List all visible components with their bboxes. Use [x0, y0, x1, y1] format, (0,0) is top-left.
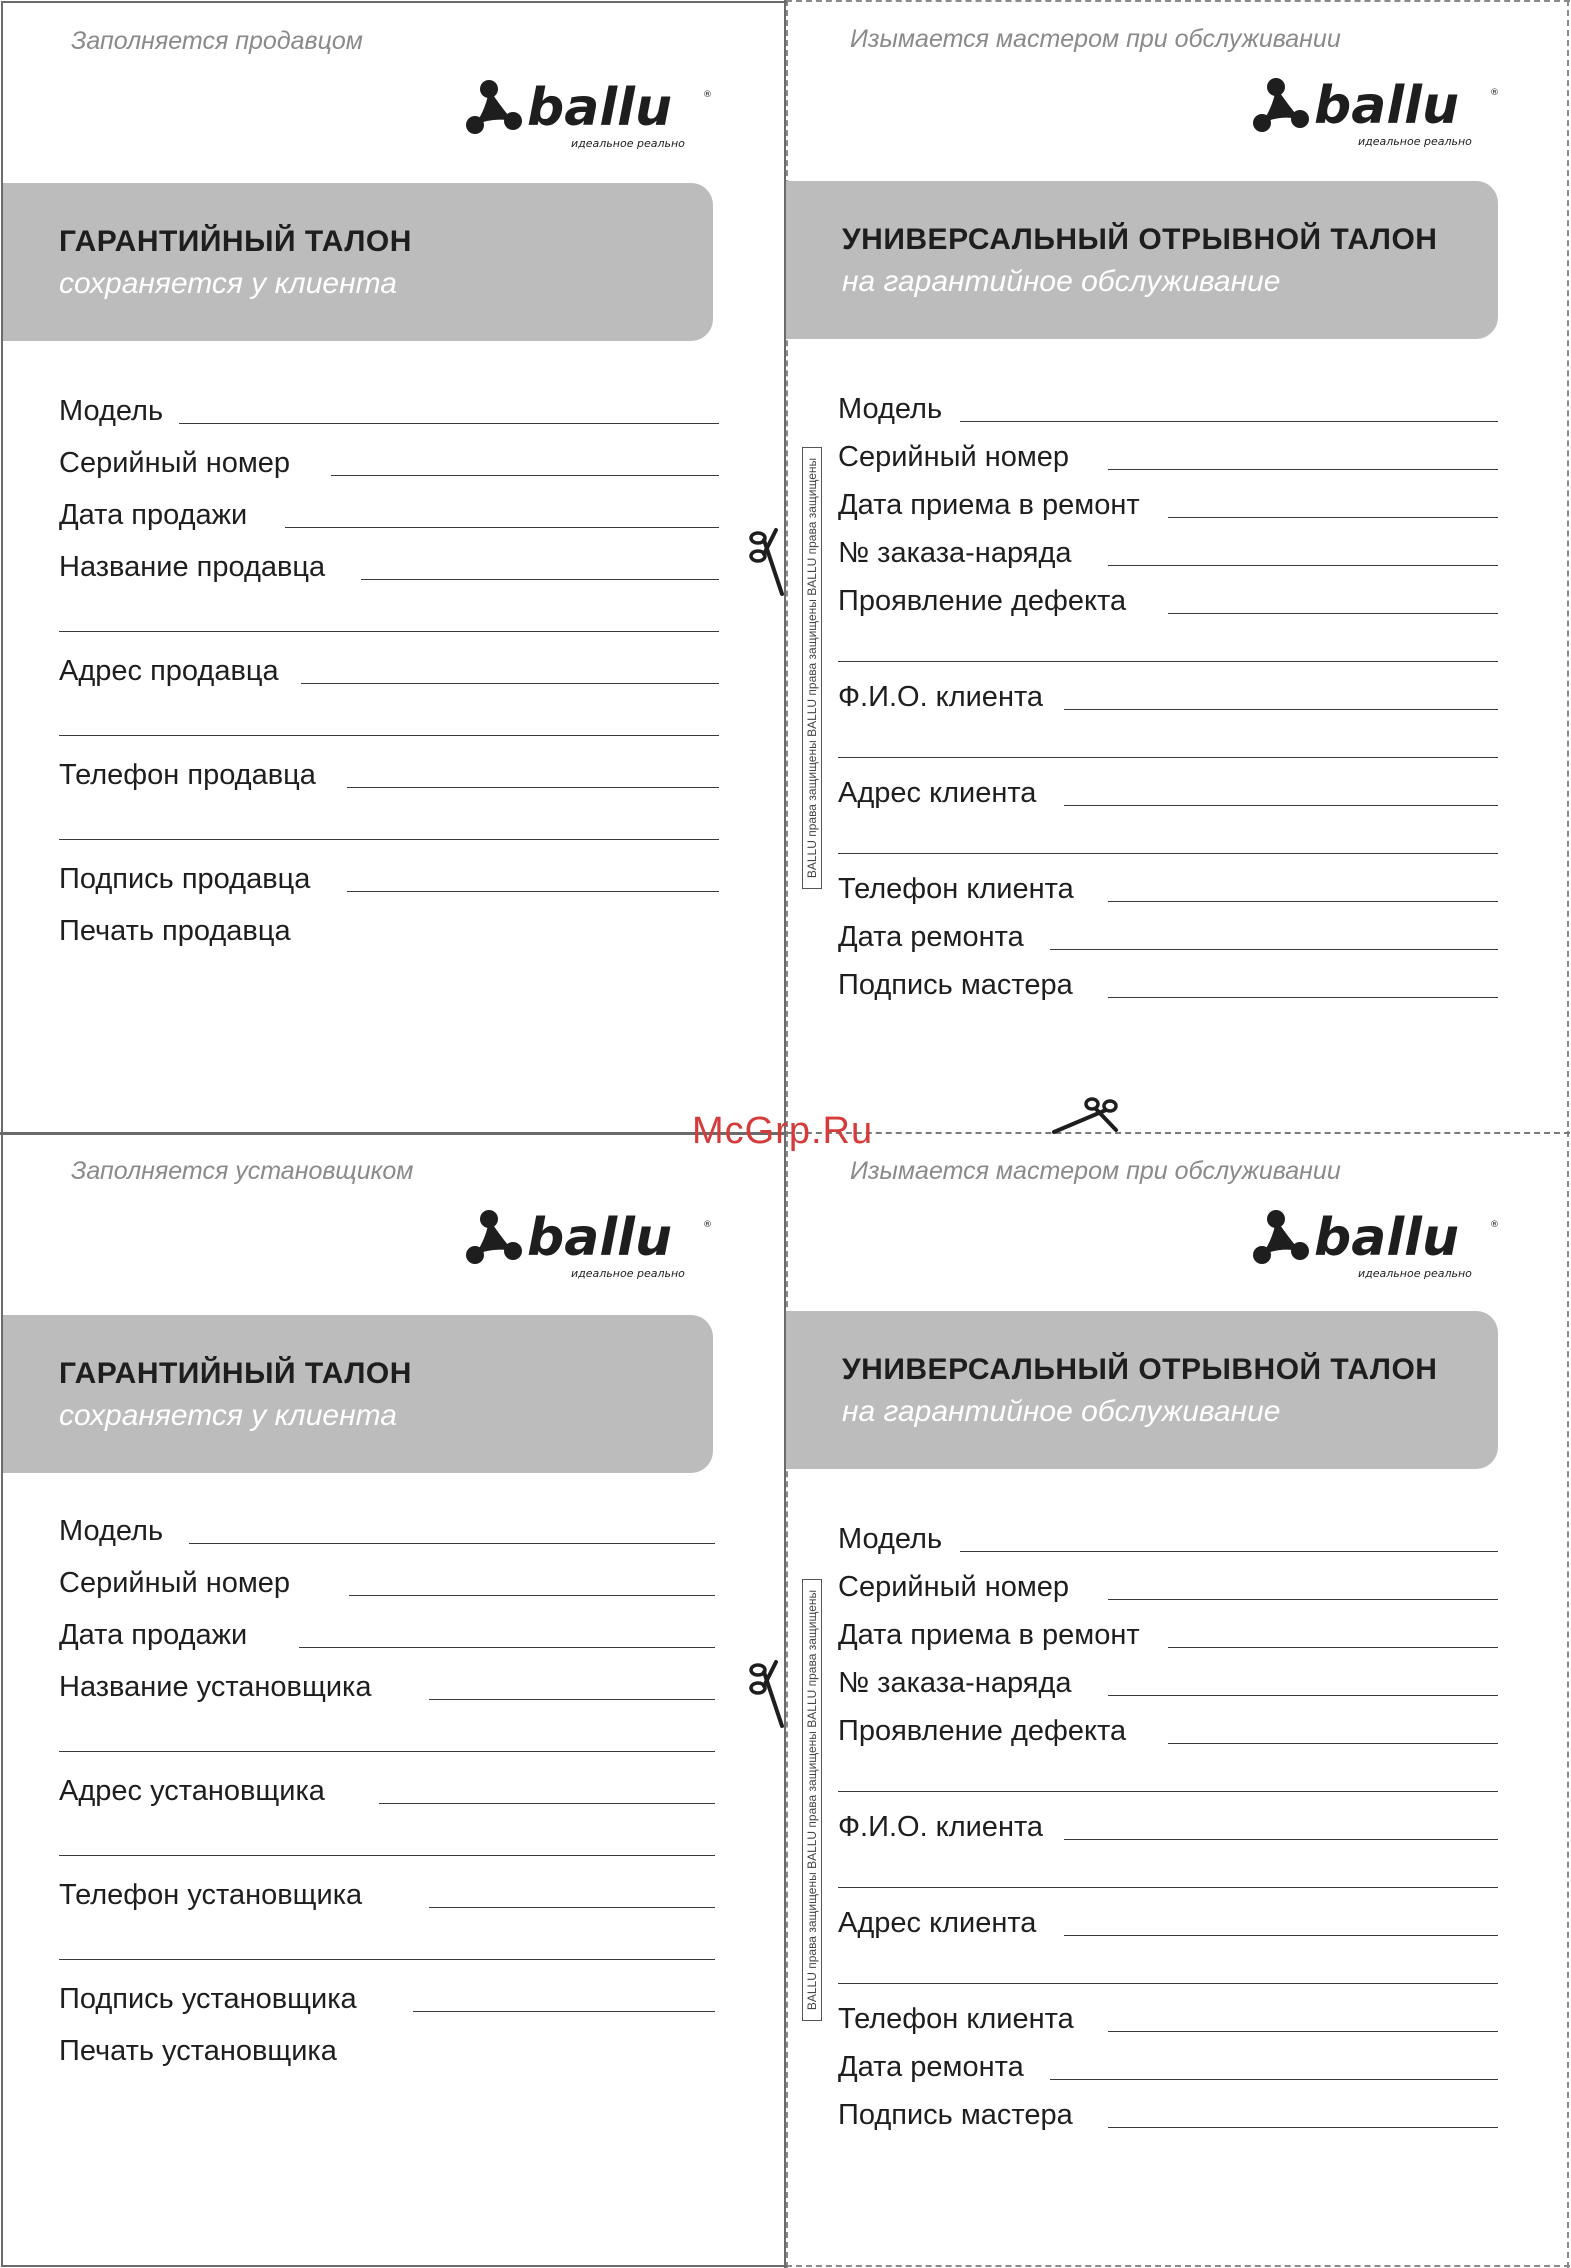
card-note: Изымается мастером при обслуживании [850, 25, 1341, 53]
field-repair-date: Дата ремонта [838, 921, 1024, 953]
field-sale-date: Дата продажи [59, 499, 248, 531]
field-installer-address-line[interactable] [379, 1803, 715, 1804]
field-master-signature: Подпись мастера [838, 969, 1073, 1001]
field-seller-name: Название продавца [59, 551, 326, 583]
field-installer-phone: Телефон установщика [59, 1879, 363, 1911]
field-master-signature-line[interactable] [1108, 997, 1498, 998]
field-seller-address-line-2[interactable] [59, 735, 719, 736]
field-serial: Серийный номер [838, 441, 1070, 473]
card-title: ГАРАНТИЙНЫЙ ТАЛОН [59, 1357, 412, 1390]
field-serial: Серийный номер [838, 1571, 1070, 1603]
scissors-icon [748, 528, 788, 598]
svg-text:идеальное реально: идеальное реально [1358, 1267, 1472, 1280]
field-installer-name-line[interactable] [429, 1699, 715, 1700]
field-seller-signature: Подпись продавца [59, 863, 311, 895]
field-model-line[interactable] [189, 1543, 715, 1544]
field-defect-line[interactable] [1168, 613, 1498, 614]
field-client-phone-line[interactable] [1108, 901, 1498, 902]
svg-text:®: ® [1490, 88, 1499, 98]
warranty-card-seller [1, 1, 787, 1135]
field-order-number-line[interactable] [1108, 1695, 1498, 1696]
watermark: McGrp.Ru [692, 1110, 874, 1152]
field-client-name: Ф.И.О. клиента [838, 681, 1044, 713]
field-installer-address-line-2[interactable] [59, 1855, 715, 1856]
field-client-phone: Телефон клиента [838, 873, 1074, 905]
field-model: Модель [59, 1515, 164, 1547]
card-subtitle: на гарантийное обслуживание [842, 1395, 1281, 1428]
field-defect: Проявление дефекта [838, 1715, 1127, 1747]
field-model: Модель [838, 393, 943, 425]
stamp-strip: BALLU права защищены BALLU права защищены BALLU права защищены [802, 1579, 822, 2021]
card-title: УНИВЕРСАЛЬНЫЙ ОТРЫВНОЙ ТАЛОН [842, 1353, 1438, 1386]
svg-text:®: ® [1490, 1220, 1499, 1230]
svg-text:®: ® [703, 90, 712, 100]
field-defect-line[interactable] [1168, 1743, 1498, 1744]
field-seller-name-line-2[interactable] [59, 631, 719, 632]
svg-text:®: ® [703, 1220, 712, 1230]
field-repair-date-line[interactable] [1050, 2079, 1498, 2080]
ballu-logo [463, 77, 713, 157]
field-client-name-line-2[interactable] [838, 1887, 1498, 1888]
field-installer-name-line-2[interactable] [59, 1751, 715, 1752]
field-client-address-line[interactable] [1064, 1935, 1498, 1936]
card-subtitle: сохраняется у клиента [59, 267, 397, 300]
svg-text:идеальное реально: идеальное реально [1358, 135, 1472, 148]
field-installer-signature: Подпись установщика [59, 1983, 357, 2015]
field-repair-date-line[interactable] [1050, 949, 1498, 950]
scissors-icon [1052, 1096, 1122, 1136]
tearoff-card-top [786, 1, 1570, 1133]
field-serial-line[interactable] [349, 1595, 715, 1596]
field-seller-signature-line[interactable] [347, 891, 719, 892]
field-seller-stamp: Печать продавца [59, 915, 291, 947]
field-client-address: Адрес клиента [838, 777, 1037, 809]
field-sale-date: Дата продажи [59, 1619, 248, 1651]
field-serial: Серийный номер [59, 447, 291, 479]
field-installer-name: Название установщика [59, 1671, 372, 1703]
field-sale-date-line[interactable] [285, 527, 719, 528]
field-sale-date-line[interactable] [299, 1647, 715, 1648]
card-title: ГАРАНТИЙНЫЙ ТАЛОН [59, 225, 412, 258]
cut-line-bottom [786, 2265, 1570, 2267]
svg-text:идеальное реально: идеальное реально [571, 1267, 685, 1280]
field-client-address-line[interactable] [1064, 805, 1498, 806]
card-title: УНИВЕРСАЛЬНЫЙ ОТРЫВНОЙ ТАЛОН [842, 223, 1438, 256]
card-subtitle: на гарантийное обслуживание [842, 265, 1281, 298]
card-banner [3, 183, 713, 341]
card-note: Заполняется установщиком [71, 1157, 414, 1185]
field-client-name-line[interactable] [1064, 1839, 1498, 1840]
field-seller-phone-line[interactable] [347, 787, 719, 788]
field-master-signature-line[interactable] [1108, 2127, 1498, 2128]
field-seller-address-line[interactable] [301, 683, 719, 684]
stamp-strip: BALLU права защищены BALLU права защищены BALLU права защищены [802, 447, 822, 889]
field-serial-line[interactable] [331, 475, 719, 476]
svg-text:ballu: ballu [1314, 76, 1459, 136]
field-client-name-line-2[interactable] [838, 757, 1498, 758]
field-seller-address: Адрес продавца [59, 655, 279, 687]
ballu-logo [1250, 1207, 1500, 1287]
card-subtitle: сохраняется у клиента [59, 1399, 397, 1432]
svg-text:ballu: ballu [527, 1208, 672, 1268]
svg-text:идеальное реально: идеальное реально [571, 137, 685, 150]
field-order-number: № заказа-наряда [838, 537, 1072, 569]
ballu-logo [1250, 75, 1500, 155]
field-model-line[interactable] [960, 421, 1498, 422]
field-model: Модель [59, 395, 164, 427]
tearoff-card-bottom [786, 1133, 1570, 2265]
field-client-name-line[interactable] [1064, 709, 1498, 710]
card-banner [3, 1315, 713, 1473]
field-repair-intake-date-line[interactable] [1168, 517, 1498, 518]
field-client-address: Адрес клиента [838, 1907, 1037, 1939]
field-master-signature: Подпись мастера [838, 2099, 1073, 2131]
field-installer-phone-line[interactable] [429, 1907, 715, 1908]
field-installer-address: Адрес установщика [59, 1775, 325, 1807]
scissors-icon [748, 1660, 788, 1730]
card-note: Заполняется продавцом [71, 27, 363, 55]
field-model-line[interactable] [179, 423, 719, 424]
field-repair-intake-date: Дата приема в ремонт [838, 1619, 1140, 1651]
field-order-number: № заказа-наряда [838, 1667, 1072, 1699]
field-serial: Серийный номер [59, 1567, 291, 1599]
field-serial-line[interactable] [1108, 469, 1498, 470]
field-seller-phone: Телефон продавца [59, 759, 316, 791]
field-client-phone: Телефон клиента [838, 2003, 1074, 2035]
field-seller-phone-line-2[interactable] [59, 839, 719, 840]
field-client-address-line-2[interactable] [838, 1983, 1498, 1984]
field-defect-line-2[interactable] [838, 1791, 1498, 1792]
svg-text:ballu: ballu [1314, 1208, 1459, 1268]
field-installer-signature-line[interactable] [413, 2011, 715, 2012]
field-repair-date: Дата ремонта [838, 2051, 1024, 2083]
field-installer-phone-line-2[interactable] [59, 1959, 715, 1960]
field-client-address-line-2[interactable] [838, 853, 1498, 854]
field-model: Модель [838, 1523, 943, 1555]
ballu-logo [463, 1207, 713, 1287]
card-note: Изымается мастером при обслуживании [850, 1157, 1341, 1185]
field-installer-stamp: Печать установщика [59, 2035, 337, 2067]
field-repair-intake-date: Дата приема в ремонт [838, 489, 1140, 521]
field-serial-line[interactable] [1108, 1599, 1498, 1600]
field-model-line[interactable] [960, 1551, 1498, 1552]
card-banner [786, 181, 1498, 339]
field-repair-intake-date-line[interactable] [1168, 1647, 1498, 1648]
warranty-card-installer [1, 1133, 787, 2267]
field-defect-line-2[interactable] [838, 661, 1498, 662]
field-client-name: Ф.И.О. клиента [838, 1811, 1044, 1843]
field-defect: Проявление дефекта [838, 585, 1127, 617]
field-client-phone-line[interactable] [1108, 2031, 1498, 2032]
card-banner [786, 1311, 1498, 1469]
field-order-number-line[interactable] [1108, 565, 1498, 566]
field-seller-name-line[interactable] [361, 579, 719, 580]
svg-text:ballu: ballu [527, 78, 672, 138]
